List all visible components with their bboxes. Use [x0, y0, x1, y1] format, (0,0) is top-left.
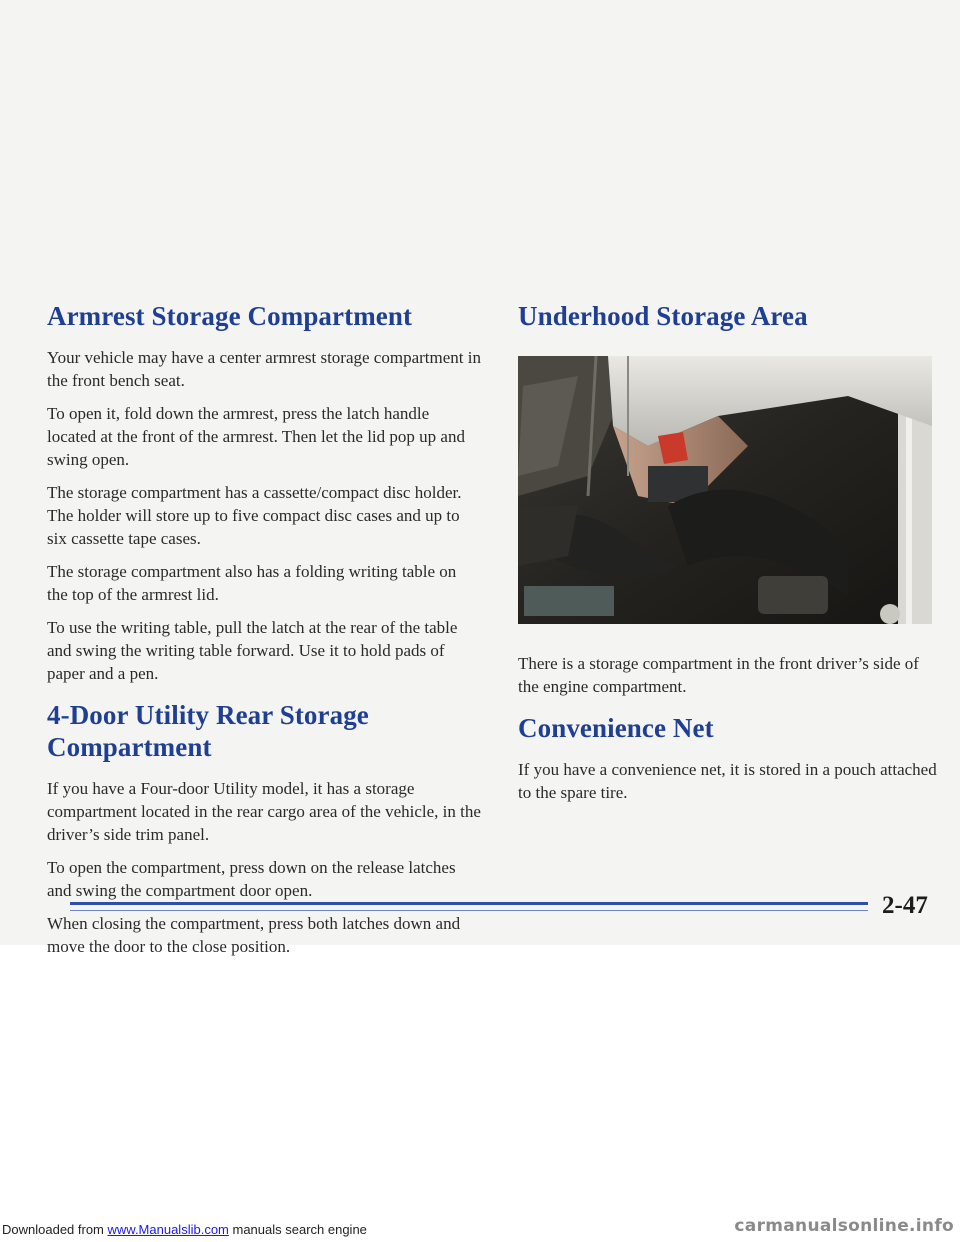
underhood-heading: Underhood Storage Area: [518, 301, 808, 331]
footer-prefix: Downloaded from: [2, 1222, 108, 1237]
page-number: 2-47: [882, 892, 928, 919]
armrest-paragraph: To use the writing table, pull the latch at the rear of the table and swing the writing table forward. Use it to hold pads of paper and a pen.: [47, 618, 458, 683]
watermark: carmanualsonline.info: [734, 1216, 954, 1236]
rear-storage-heading: 4-Door Utility Rear Storage Compartment: [47, 700, 369, 762]
engine-compartment-photo: [518, 356, 932, 624]
rear-storage-paragraph: When closing the compartment, press both latches down and move the door to the close position.: [47, 914, 461, 956]
armrest-paragraph: The storage compartment also has a folding writing table on the top of the armrest lid.: [47, 562, 457, 604]
download-footer: [2, 1222, 367, 1237]
underhood-paragraph: There is a storage compartment in the front driver’s side of the engine compartment.: [518, 654, 919, 696]
armrest-paragraph: The storage compartment has a cassette/compact disc holder. The holder will store up to five compact disc cases and up to six cassette tape cases.: [47, 483, 462, 548]
armrest-section: [47, 300, 481, 685]
manualslib-link[interactable]: www.Manualslib.com: [107, 1222, 229, 1237]
rear-storage-paragraph: If you have a Four-door Utility model, it has a storage compartment located in the rear cargo area of the vehicle, in the driver’s side trim panel.: [47, 779, 481, 844]
armrest-paragraph: To open it, fold down the armrest, press the latch handle located at the front of the armrest. Then let the lid pop up and swing open.: [47, 404, 465, 469]
convenience-net-heading: Convenience Net: [518, 713, 714, 743]
rear-storage-paragraph: To open the compartment, press down on the release latches and swing the compartment door open.: [47, 858, 456, 900]
rule-thick-line: [70, 902, 868, 905]
right-column: [518, 300, 938, 814]
rule-thin-line: [70, 910, 868, 911]
convenience-net-section: [518, 712, 938, 804]
left-column: [47, 300, 481, 968]
footer-suffix: manuals search engine: [228, 1222, 367, 1237]
armrest-heading: Armrest Storage Compartment: [47, 301, 413, 331]
underhood-section: [518, 300, 938, 698]
rear-storage-section: [47, 699, 481, 958]
armrest-paragraph: Your vehicle may have a center armrest storage compartment in the front bench seat.: [47, 348, 481, 390]
convenience-net-paragraph: If you have a convenience net, it is stored in a pouch attached to the spare tire.: [518, 760, 937, 802]
